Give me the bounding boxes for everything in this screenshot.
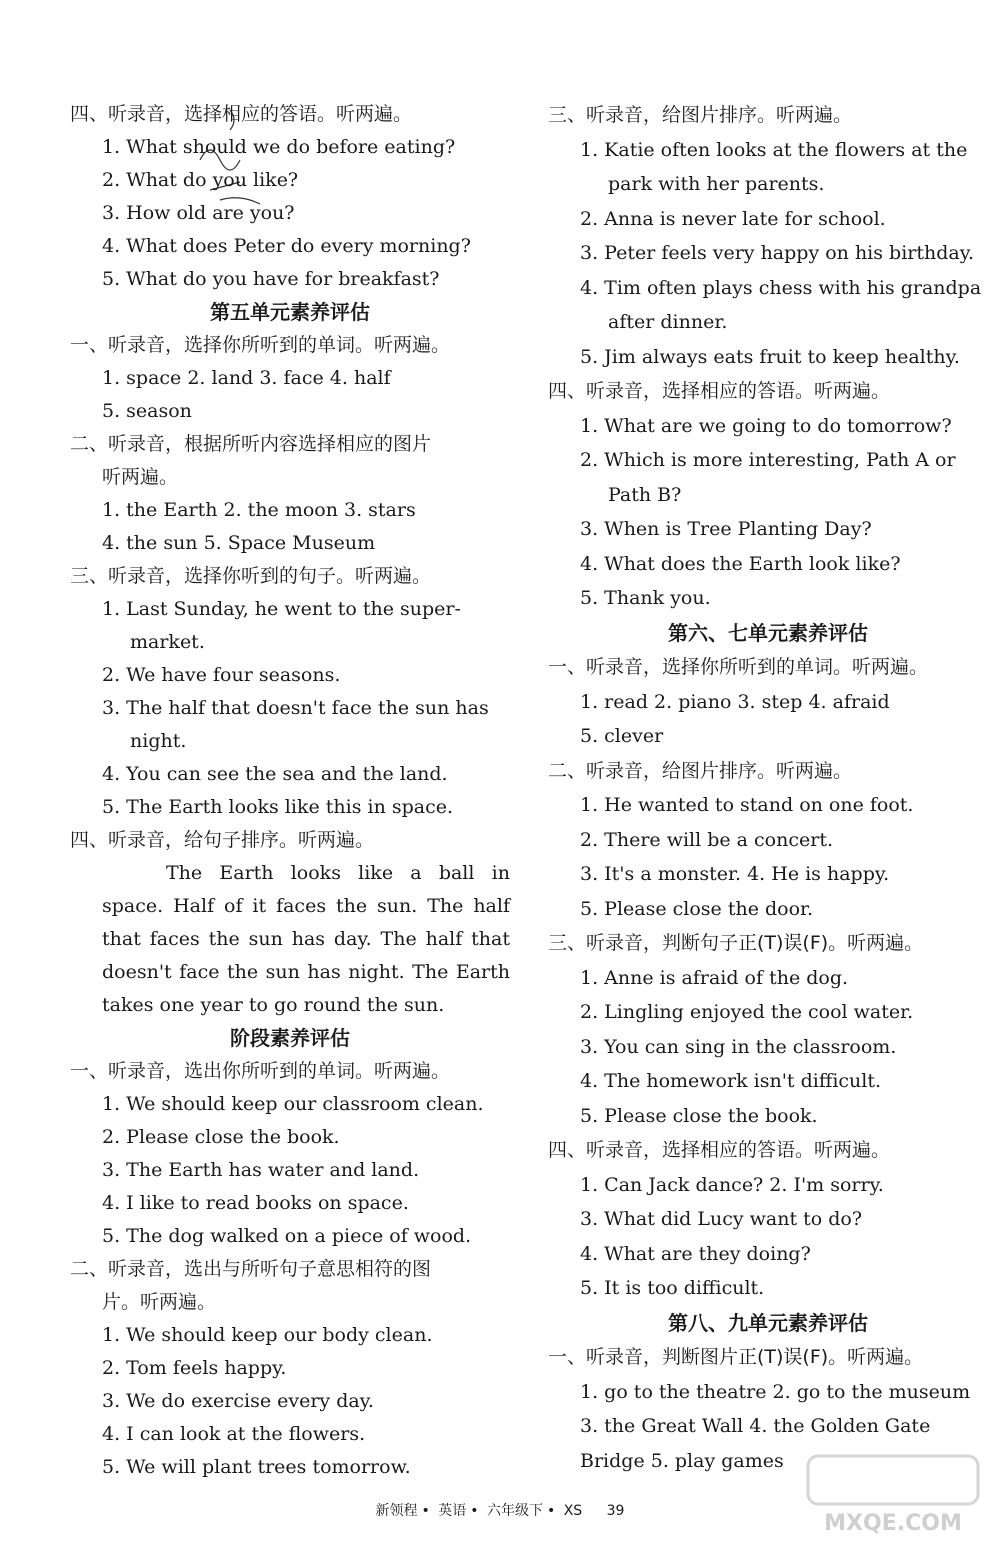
list-item: 1. We should keep our classroom clean.	[102, 1093, 484, 1115]
list-item: 5. Please close the door.	[580, 897, 814, 920]
list-item: 4. The homework isn't difficult.	[580, 1070, 882, 1092]
footer-grade: 六年级下	[486, 1503, 543, 1519]
section-heading: 四、听录音，选择相应的答语。听两遍。	[70, 103, 413, 125]
list-item-cont: Path B?	[608, 483, 682, 506]
right-column	[548, 98, 988, 1478]
list-item: 2. Tom feels happy.	[102, 1357, 287, 1379]
list-item: 5. Jim always eats fruit to keep healthy.	[580, 345, 960, 368]
list-item: 2. There will be a concert.	[580, 828, 833, 851]
list-item: 1. the Earth 2. the moon 3. stars	[102, 499, 416, 521]
list-item: 1. We should keep our body clean.	[102, 1324, 433, 1346]
list-item: 5. We will plant trees tomorrow.	[102, 1456, 411, 1478]
list-item: 3. How old are you?	[102, 202, 295, 224]
list-item: 1. Katie often looks at the flowers at the	[580, 138, 968, 161]
list-item: 4. You can see the sea and the land.	[102, 763, 448, 785]
list-item: 2. Please close the book.	[102, 1126, 340, 1148]
list-item: 2. What do you like?	[102, 169, 299, 191]
list-item: 3. The Earth has water and land.	[102, 1159, 420, 1181]
list-item: 1. Can Jack dance? 2. I'm sorry.	[580, 1173, 884, 1196]
section-heading-cont: 听两遍。	[102, 466, 179, 488]
list-item: 1. space 2. land 3. face 4. half	[102, 367, 391, 389]
unit-title: 阶段素养评估	[230, 1026, 350, 1050]
unit-title: 第八、九单元素养评估	[668, 1310, 868, 1335]
list-item: 5. What do you have for breakfast?	[102, 268, 440, 290]
list-item: 3. The half that doesn't face the sun has	[102, 697, 489, 719]
left-column	[70, 98, 510, 1484]
section-heading: 一、听录音，选择你所听到的单词。听两遍。	[548, 656, 929, 678]
list-item: 4. What does Peter do every morning?	[102, 235, 471, 257]
list-item: 1. What are we going to do tomorrow?	[580, 414, 952, 437]
section-heading: 二、听录音，给图片排序。听两遍。	[548, 759, 853, 782]
section-heading: 三、听录音，判断句子正(T)误(F)。听两遍。	[548, 932, 924, 954]
list-item: Bridge 5. play games	[580, 1449, 784, 1472]
watermark-text: MXQE.COM	[824, 1511, 962, 1536]
section-heading: 四、听录音，选择相应的答语。听两遍。	[548, 380, 891, 402]
list-item-cont: after dinner.	[608, 311, 728, 333]
list-item: 1. What should we do before eating?	[102, 136, 456, 158]
section-heading-cont: 片。听两遍。	[102, 1291, 217, 1313]
footer-book: 新领程	[375, 1503, 418, 1519]
list-item: 2. Lingling enjoyed the cool water.	[580, 1001, 914, 1023]
page-number: 39	[606, 1503, 625, 1519]
unit-title: 第六、七单元素养评估	[668, 620, 868, 645]
list-item: 2. We have four seasons.	[102, 664, 341, 686]
list-item: 4. What does the Earth look like?	[580, 552, 901, 575]
list-item: 4. Tim often plays chess with his grandpa	[580, 276, 982, 299]
list-item: 5. Thank you.	[580, 587, 711, 609]
list-item: 5. clever	[580, 725, 664, 747]
list-item: 1. go to the theatre 2. go to the museum	[580, 1380, 971, 1403]
section-heading: 三、听录音，选择你听到的句子。听两遍。	[70, 565, 432, 587]
list-item: 3. What did Lucy want to do?	[580, 1208, 863, 1230]
section-heading: 三、听录音，给图片排序。听两遍。	[548, 104, 853, 126]
list-item: 3. the Great Wall 4. the Golden Gate	[580, 1415, 931, 1437]
list-item: 4. What are they doing?	[580, 1242, 811, 1265]
footer-subject: 英语	[438, 1503, 467, 1519]
section-heading: 四、听录音，给句子排序。听两遍。	[70, 829, 375, 851]
list-item: 2. Anna is never late for school.	[580, 207, 886, 230]
section-heading: 四、听录音，选择相应的答语。听两遍。	[548, 1139, 891, 1161]
list-item: 1. read 2. piano 3. step 4. afraid	[580, 690, 890, 713]
list-item-cont: park with her parents.	[608, 173, 825, 195]
list-item: 4. I like to read books on space.	[102, 1192, 409, 1214]
list-item: 2. Which is more interesting, Path A or	[580, 449, 956, 471]
list-item: 3. When is Tree Planting Day?	[580, 518, 872, 540]
list-item: 1. He wanted to stand on one foot.	[580, 794, 914, 816]
list-item: 5. The dog walked on a piece of wood.	[102, 1225, 472, 1247]
page-footer: 新领程 • 英语 • 六年级下 • XS 39	[375, 1503, 625, 1519]
list-item: 4. the sun 5. Space Museum	[102, 532, 376, 554]
section-heading: 二、听录音，选出与所听句子意思相符的图	[70, 1258, 432, 1280]
list-item-cont: market.	[130, 631, 205, 653]
section-heading: 二、听录音，根据所听内容选择相应的图片	[70, 433, 432, 455]
section-heading: 一、听录音，选择你所听到的单词。听两遍。	[70, 334, 451, 356]
list-item: 5. Please close the book.	[580, 1104, 818, 1127]
list-item: 5. season	[102, 400, 192, 422]
passage: The Earth looks like a ball in space. Half of it faces the sun. The half that faces the sun has day. The half that doesn't face the sun has night. The Earth takes one year to go round the sun.	[102, 862, 510, 1016]
section-heading: 一、听录音，判断图片正(T)误(F)。听两遍。	[548, 1346, 924, 1368]
list-item: 3. You can sing in the classroom.	[580, 1035, 897, 1058]
footer-edition: XS	[563, 1503, 583, 1519]
unit-title: 第五单元素养评估	[210, 300, 370, 324]
watermark-logo	[798, 1450, 988, 1540]
list-item: 1. Last Sunday, he went to the super-	[102, 598, 461, 620]
list-item: 5. It is too difficult.	[580, 1277, 765, 1299]
list-item: 3. Peter feels very happy on his birthday.	[580, 242, 974, 264]
list-item: 1. Anne is afraid of the dog.	[580, 966, 849, 989]
list-item-cont: night.	[130, 730, 187, 752]
section-heading: 一、听录音，选出你所听到的单词。听两遍。	[70, 1060, 451, 1082]
list-item: 3. We do exercise every day.	[102, 1390, 374, 1412]
list-item: 4. I can look at the flowers.	[102, 1423, 366, 1445]
list-item: 5. The Earth looks like this in space.	[102, 796, 454, 818]
list-item: 3. It's a monster. 4. He is happy.	[580, 863, 890, 885]
